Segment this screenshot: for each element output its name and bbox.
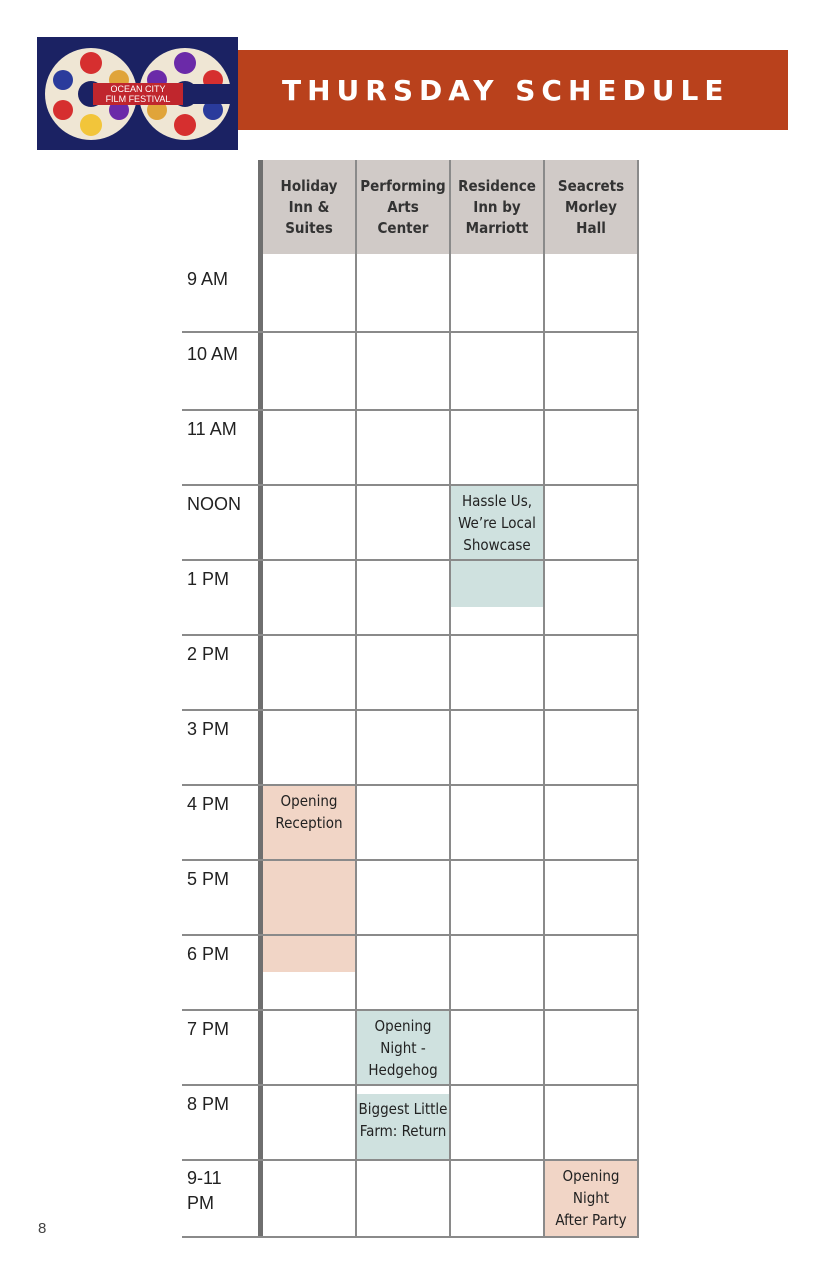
title-banner — [238, 50, 788, 130]
grid-line-row — [182, 1084, 639, 1086]
grid-line-row — [182, 559, 639, 561]
grid-line-left — [258, 160, 263, 1238]
time-label-3pm: 3 PM — [187, 719, 230, 739]
time-label-noon: NOON — [187, 494, 241, 514]
event-hassle-us-showcase: Hassle Us, We’re Local Showcase — [451, 486, 543, 607]
time-label-1pm: 1 PM — [187, 569, 230, 589]
page-number: 8 — [38, 1220, 47, 1237]
logo-text-line1: OCEAN CITY — [110, 84, 166, 94]
grid-line-row — [182, 934, 639, 936]
time-label-9-11pm: 9-11 PM — [187, 1168, 222, 1213]
grid-line-column — [355, 160, 357, 1238]
grid-line-row — [182, 1236, 639, 1238]
event-opening-night-hedgehog: Opening Night - Hedgehog — [357, 1011, 449, 1086]
grid-line-row — [182, 1009, 639, 1011]
event-biggest-little-farm: Biggest Little Farm: Return — [357, 1094, 449, 1160]
time-label-5pm: 5 PM — [187, 869, 230, 889]
festival-logo — [37, 37, 238, 150]
grid-line-row — [182, 409, 639, 411]
time-label-11am: 11 AM — [187, 419, 237, 439]
grid-line-row — [182, 784, 639, 786]
grid-line-column — [543, 160, 545, 1238]
grid-line-column — [449, 160, 451, 1238]
grid-line-row — [182, 1159, 639, 1161]
grid-line-row — [182, 709, 639, 711]
grid-line-right — [637, 160, 639, 1238]
column-header-seacrets: Seacrets Morley Hall — [545, 160, 637, 254]
event-opening-reception: Opening Reception — [263, 786, 355, 972]
column-header-residence-inn: Residence Inn by Marriott — [451, 160, 543, 254]
grid-line-row — [182, 859, 639, 861]
time-label-9am: 9 AM — [187, 269, 229, 289]
grid-line-row — [182, 331, 639, 333]
time-label-4pm: 4 PM — [187, 794, 230, 814]
time-label-6pm: 6 PM — [187, 944, 230, 964]
grid-line-row — [182, 634, 639, 636]
event-opening-night-after-party: Opening Night After Party — [545, 1161, 637, 1236]
time-label-7pm: 7 PM — [187, 1019, 230, 1039]
page-title: THURSDAY SCHEDULE — [282, 73, 730, 107]
logo-text-line2: FILM FESTIVAL — [105, 94, 171, 104]
column-header-holiday-inn: Holiday Inn & Suites — [263, 160, 355, 254]
time-label-10am: 10 AM — [187, 344, 239, 364]
time-label-2pm: 2 PM — [187, 644, 230, 664]
column-header-performing-arts: Performing Arts Center — [357, 160, 449, 254]
time-label-8pm: 8 PM — [187, 1094, 230, 1114]
grid-line-row — [182, 484, 639, 486]
